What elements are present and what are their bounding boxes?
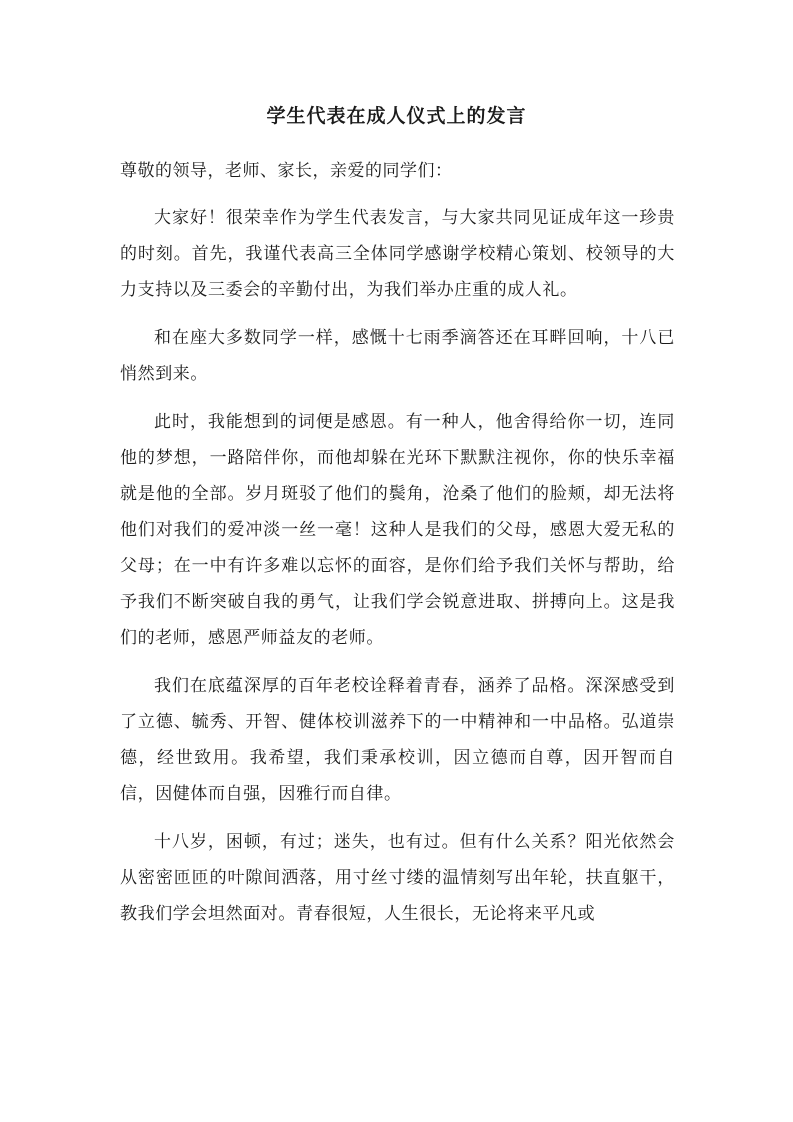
paragraph-eighteen: 和在座大多数同学一样，感慨十七雨季滴答还在耳畔回响，十八已悄然到来。 [120,328,675,384]
paragraph-greeting: 大家好！很荣幸作为学生代表发言，与大家共同见证成年这一珍贵的时刻。首先，我谨代表高三全体同学感谢学校精心策划、校领导的大力支持以及三委会的辛勤付出，为我们举办庄重的成人礼。 [120,208,675,300]
paragraph-school-motto: 我们在底蕴深厚的百年老校诠释着青春，涵养了品格。深深感受到了立德、毓秀、开智、健体校训滋养下的一中精神和一中品格。弘道崇德，经世致用。我希望，我们秉承校训，因立德而自尊，因开智而自信，因健体而自强，因雅行而自律。 [120,676,675,804]
paragraph-gratitude: 此时，我能想到的词便是感恩。有一种人，他舍得给你一切，连同他的梦想，一路陪伴你，而他却躲在光环下默默注视你，你的快乐幸福就是他的全部。岁月斑驳了他们的鬓角，沧桑了他们的脸颊，却无法将他们对我们的爱冲淡一丝一毫！这种人是我们的父母，感恩大爱无私的父母；在一中有许多难以忘怀的面容，是你们给予我们关怀与帮助，给予我们不断突破自我的勇气，让我们学会锐意进取、拼搏向上。这是我们的老师，感恩严师益友的老师。 [120,412,675,648]
paragraph-youth: 十八岁，困顿，有过；迷失，也有过。但有什么关系？阳光依然会从密密匝匝的叶隙间洒落，用寸丝寸缕的温情刻写出年轮，扶直躯干，教我们学会坦然面对。青春很短，人生很长，无论将来平凡或 [120,832,675,924]
document-body [120,200,675,944]
salutation: 尊敬的领导，老师、家长，亲爱的同学们： [120,161,453,181]
document-title: 学生代表在成人仪式上的发言 [266,105,527,127]
